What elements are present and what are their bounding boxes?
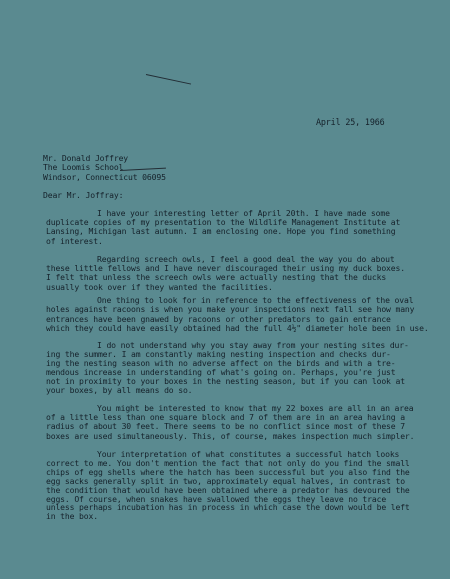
paragraph-line: One thing to look for in reference to the effectiveness of the oval: [97, 295, 414, 305]
paragraph-line: I have your interesting letter of April 20th. I have made some: [97, 208, 390, 218]
paragraph-line: mendous increase in understanding of what's going on. Perhaps, you're just: [46, 367, 396, 377]
letter-date: April 25, 1966: [316, 117, 385, 127]
paragraph-line: of interest.: [46, 235, 103, 246]
paragraph-line: of a little less than one square block and 7 of them are in an area having a: [46, 412, 405, 423]
recipient-line: The Loomis School: [43, 162, 124, 172]
paragraph-line: usually took over if they wanted the facilities.: [46, 281, 273, 292]
paragraph-line: which they could have easily obtained had the full 4½" diameter hole been in use.: [46, 323, 429, 334]
paragraph-line: these little fellows and I have never discouraged their using my duck boxes.: [46, 263, 405, 274]
salutation: Dear Mr. Joffray:: [43, 190, 124, 200]
paragraph-line: ing the summer. I am constantly making nesting inspection and checks dur-: [46, 349, 391, 359]
paragraph-line: in the box.: [46, 511, 98, 522]
paragraph-line: eggs. Of course, when snakes have swallowed the eggs they leave no trace: [46, 493, 387, 504]
paragraph-line: egg sacks generally split in two, approximately equal halves, in contrast to: [46, 475, 405, 486]
paragraph-line: I felt that unless the screech owls were actually nesting that the ducks: [46, 272, 387, 283]
paragraph-line: the condition that would have been obtained where a predator has devoured the: [46, 484, 410, 495]
paragraph-line: entrances have been gnawed by racoons or other predators to gain entrance: [46, 313, 391, 324]
paragraph-line: radius of about 30 feet. There seems to be no conflict since most of these 7: [46, 421, 405, 432]
paragraph-line: duplicate copies of my presentation to the Wildlife Management Institute at: [46, 217, 401, 228]
paragraph-line: I do not understand why you stay away from your nesting sites dur-: [97, 340, 409, 350]
paragraph-line: correct to me. You don't mention the fact that not only do you find the small: [46, 457, 410, 468]
paragraph-line: ing the nesting season with no adverse affect on the birds and with a tre-: [46, 358, 396, 368]
recipient-line: Windsor, Connecticut 06095: [43, 172, 166, 182]
paragraph-line: boxes are used simultaneously. This, of course, makes inspection much simpler.: [46, 430, 415, 441]
paragraph-line: holes against racoons is when you make your inspections next fall see how many: [46, 304, 415, 315]
pen-mark: [146, 74, 191, 85]
paragraph-line: chips of egg shells where the hatch has been successful but you also find the: [46, 466, 410, 477]
paragraph-line: Your interpretation of what constitutes a successful hatch looks: [97, 449, 400, 459]
paragraph-line: not in proximity to your boxes in the nesting season, but if you can look at: [46, 376, 405, 386]
paragraph-line: Regarding screech owls, I feel a good deal the way you do about: [97, 254, 395, 264]
recipient-line: Mr. Donald Joffrey: [43, 153, 129, 163]
paragraph-line: unless perhaps incubation has in process in which case the down would be left: [46, 502, 410, 513]
paragraph-line: Lansing, Michigan last autumn. I am enclosing one. Hope you find something: [46, 226, 396, 237]
pen-mark: [120, 168, 166, 171]
paragraph-line: You might be interested to know that my 22 boxes are all in an area: [97, 403, 414, 413]
paragraph-line: your boxes, by all means do so.: [46, 385, 193, 395]
